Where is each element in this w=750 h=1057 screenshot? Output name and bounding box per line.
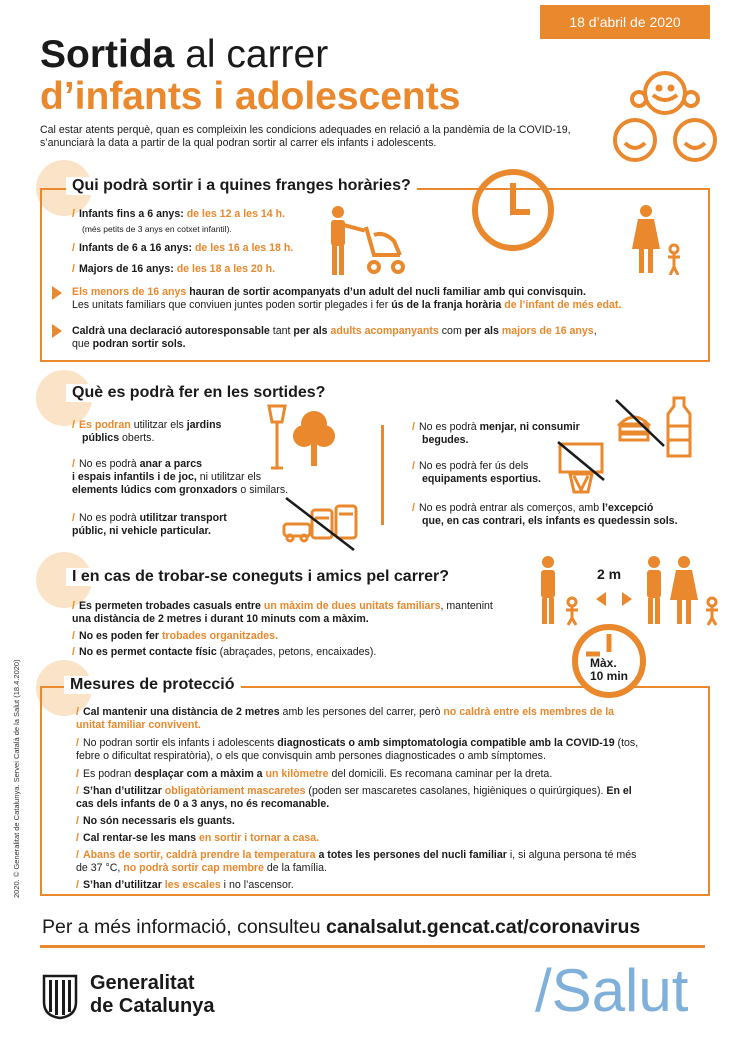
no-basketball-icon — [556, 440, 606, 496]
schedule-item: / Infants de 6 a 16 anys: de les 16 a les 18 h. — [72, 242, 294, 254]
adult-with-stroller-icon — [322, 205, 412, 277]
section-meetings-title: I en cas de trobar-se coneguts i amics pel carrer? — [66, 568, 455, 586]
meetings-rule-1b: una distància de 2 metres i durant 10 minuts com a màxim. — [72, 613, 369, 625]
activity-no-parks: / No es podrà anar a parcs — [72, 458, 203, 470]
activity-no-sports: / No es podrà fer ús dels — [412, 460, 529, 472]
no-food-drink-icon — [612, 394, 702, 464]
footer-divider — [40, 945, 705, 948]
no-transport-icon — [280, 494, 360, 552]
measure-item: / Cal rentar-se les mans en sortir i tornar a casa. — [76, 832, 320, 844]
arrows-icon — [594, 590, 634, 608]
date-badge: 18 d’abril de 2020 — [540, 5, 710, 39]
more-info-line: Per a més informació, consulteu canalsalut.gencat.cat/coronavirus — [42, 916, 641, 938]
measure-item: / S’han d’utilitzar les escales i no l’ascensor. — [76, 879, 294, 891]
salut-logo: /Salut — [535, 957, 689, 1024]
schedule-note-declaration-2: que podran sortir sols. — [72, 338, 186, 350]
info-link[interactable]: canalsalut.gencat.cat/coronavirus — [325, 916, 641, 938]
measure-item-cont: unitat familiar convivent. — [76, 719, 201, 731]
generalitat-name: Generalitat de Catalunya — [90, 972, 215, 1017]
max-value: 10 min — [590, 669, 629, 683]
distance-label: 2 m — [597, 566, 622, 582]
measure-item: / Abans de sortir, caldrà prendre la temperatura a totes les persones del nucli familiar i, si alguna persona té més — [76, 849, 637, 861]
activity-no-parks-2: i espais infantils i de joc, ni utilitzar els — [72, 471, 261, 483]
schedule-note-minors: Els menors de 16 anys hauran de sortir acompanyats d’un adult del nucli familiar amb qui convisquin. — [72, 286, 586, 298]
schedule-note: (més petits de 3 anys en cotxet infantil). — [82, 224, 232, 234]
meetings-rule-2: / No es poden fer trobades organitzades. — [72, 630, 278, 642]
max-label: Màx. — [590, 656, 617, 670]
measure-item-cont: de 37 °C, no podrà sortir cap membre de la família. — [76, 862, 327, 874]
woman-child-icon — [628, 205, 688, 275]
activity-allowed-2: públics oberts. — [82, 432, 155, 444]
activity-shops: / No es podrà entrar als comerços, amb l’excepció — [412, 502, 654, 514]
section-schedule-title: Qui podrà sortir i a quines franges horàries? — [66, 177, 417, 195]
activity-allowed: / Es podran utilitzar els jardins — [72, 419, 222, 431]
activity-no-transport: / No es podrà utilitzar transport — [72, 512, 227, 524]
meetings-rule-1: / Es permeten trobades casuals entre un màxim de dues unitats familiars, mantenint — [72, 600, 493, 612]
tree-icon — [292, 408, 336, 470]
activity-shops-2: que, en cas contrari, els infants es quedessin sols. — [422, 515, 678, 527]
measure-item: / No són necessaris els guants. — [76, 815, 235, 827]
activity-no-transport-2: públic, ni vehicle particular. — [72, 525, 211, 537]
measure-item-cont: cas dels infants de 0 a 3 anys, no és recomanable. — [76, 798, 330, 810]
activity-no-parks-3: elements lúdics com gronxadors o similars. — [72, 484, 289, 496]
measure-item: / Es podran desplaçar com a màxim a un kilòmetre del domicili. Es recomana caminar per la dreta. — [76, 768, 553, 780]
section-activities-title: Què es podrà fer en les sortides? — [66, 384, 331, 402]
activity-no-sports-2: equipaments esportius. — [422, 473, 541, 485]
activity-no-eating-2: begudes. — [422, 434, 469, 446]
page-subtitle: d’infants i adolescents — [40, 75, 461, 118]
schedule-item: / Infants fins a 6 anys: de les 12 a les 14 h. — [72, 208, 286, 220]
schedule-note-family: Les unitats familiars que conviuen juntes poden sortir plegades i fer ús de la franja horària de l’infant de més edat. — [72, 299, 622, 311]
schedule-item: / Majors de 16 anys: de les 18 a les 20 h. — [72, 263, 276, 275]
credit-text: 2020. © Generalitat de Catalunya. Servei Català de la Salut (18.4.2020) — [12, 659, 21, 898]
measure-item: / Cal mantenir una distància de 2 metres amb les persones del carrer, però no caldrà entre els membres de la — [76, 706, 615, 718]
activity-no-eating: / No es podrà menjar, ni consumir — [412, 421, 580, 433]
section-protection-title: Mesures de protecció — [64, 676, 241, 694]
meetings-rule-3: / No es permet contacte físic (abraçades, petons, encaixades). — [72, 646, 377, 658]
clock-icon — [468, 165, 558, 255]
measure-item: / S’han d’utilitzar obligatòriament mascaretes (poden ser mascaretes casolanes, higièniques o quirúrgiques). En el — [76, 785, 632, 797]
intro-text: Cal estar atents perquè, quan es compleixin les condicions adequades en relació a la pandèmia de la COVID-19, s’anunciarà la data a partir de la qual podran sortir al carrer els infants i adolescents. — [40, 124, 571, 149]
street-lamp-icon — [264, 402, 290, 472]
measure-item-cont: febre o dificultat respiratòria), o els que convisquin amb persones diagnosticades o amb símptomes. — [76, 750, 546, 762]
measure-item: / No podran sortir els infants i adolescents diagnosticats o amb simptomatologia compatible amb la COVID-19 (tos, — [76, 737, 639, 749]
page-title: Sortida al carrer — [40, 33, 329, 76]
children-faces-icon — [605, 55, 725, 175]
schedule-note-declaration: Caldrà una declaració autoresponsable tant per als adults acompanyants com per als majors de 16 anys, — [72, 325, 597, 337]
generalitat-logo — [40, 972, 80, 1020]
